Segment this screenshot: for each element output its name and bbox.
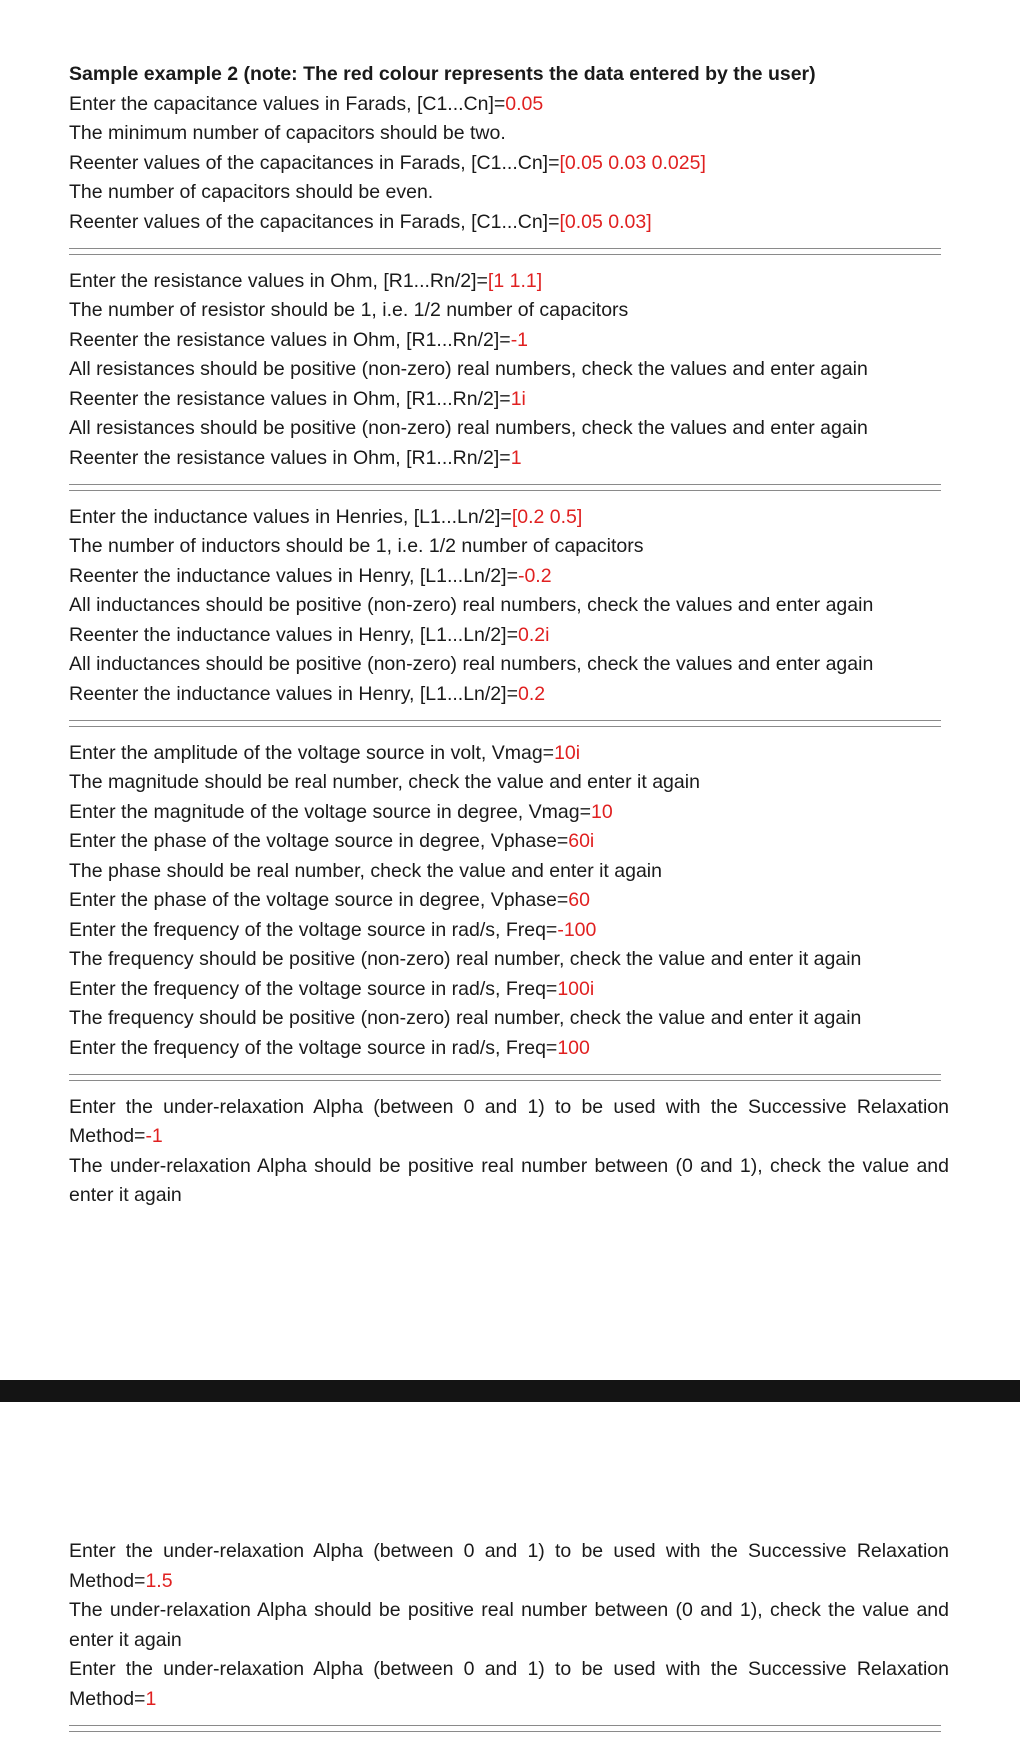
transcript-line <box>69 1004 949 1034</box>
prompt-text: The number of resistor should be 1, i.e. 1/2 number of capacitors <box>69 299 629 321</box>
transcript-line <box>69 444 949 474</box>
prompt-text: The phase should be real number, check the value and enter it again <box>69 859 662 882</box>
prompt-text: Enter the capacitance values in Farads, [C1...Cn]= <box>69 92 506 115</box>
transcript-bottom <box>69 1537 949 1744</box>
user-input-value: -1 <box>510 328 529 351</box>
user-input-value: 1i <box>510 387 526 410</box>
prompt-text: Reenter the inductance values in Henry, [L1...Ln/2]= <box>69 623 518 646</box>
user-input-value: -1 <box>145 1125 163 1147</box>
prompt-text: The under-relaxation Alpha should be positive real number between (0 and 1), check the value and enter it again <box>69 1599 949 1651</box>
transcript-line <box>69 149 949 179</box>
transcript-line <box>69 827 949 857</box>
prompt-text: Reenter the resistance values in Ohm, [R1...Rn/2]= <box>69 446 511 469</box>
transcript-line <box>69 857 949 887</box>
transcript-line <box>69 208 949 238</box>
user-input-value: 10i <box>554 741 581 764</box>
user-input-value: 1 <box>510 446 522 469</box>
transcript-top <box>69 60 949 1211</box>
separator-rule <box>69 1725 941 1732</box>
user-input-value: -100 <box>557 918 597 941</box>
separator-line <box>69 1063 949 1093</box>
transcript-line <box>69 562 949 592</box>
transcript-line <box>69 975 949 1005</box>
user-input-value: -0.2 <box>517 564 552 587</box>
separator-rule <box>69 720 941 727</box>
transcript-line <box>69 1537 949 1596</box>
prompt-text: Enter the frequency of the voltage source in rad/s, Freq= <box>69 977 558 1000</box>
prompt-text: Reenter the inductance values in Henry, [L1...Ln/2]= <box>69 682 518 705</box>
prompt-text: Enter the under-relaxation Alpha (between 0 and 1) to be used with the Successive Relaxation Method= <box>69 1540 949 1592</box>
transcript-line <box>69 650 949 680</box>
prompt-text: All resistances should be positive (non-zero) real numbers, check the values and enter again <box>69 358 868 380</box>
user-input-value: 100i <box>557 977 595 1000</box>
sample-heading <box>69 60 949 90</box>
transcript-line <box>69 621 949 651</box>
transcript-line <box>69 739 949 769</box>
separator-line <box>69 709 949 739</box>
prompt-text: Reenter values of the capacitances in Farads, [C1...Cn]= <box>69 210 560 233</box>
prompt-text: The number of capacitors should be even. <box>69 181 434 203</box>
transcript-line <box>69 178 949 208</box>
transcript-line <box>69 798 949 828</box>
transcript-line <box>69 267 949 297</box>
prompt-text: The minimum number of capacitors should be two. <box>69 122 506 144</box>
prompt-text: Reenter the resistance values in Ohm, [R1...Rn/2]= <box>69 387 511 410</box>
separator-rule <box>69 484 941 491</box>
transcript-line <box>69 503 949 533</box>
prompt-text: Enter the phase of the voltage source in degree, Vphase= <box>69 889 569 911</box>
user-input-value: 1.5 <box>145 1569 173 1592</box>
user-input-value: [0.05 0.03 0.025] <box>559 151 706 174</box>
user-input-value: 10 <box>590 800 613 823</box>
prompt-text: All inductances should be positive (non-zero) real numbers, check the values and enter again <box>69 653 874 675</box>
user-input-value: 1 <box>145 1687 157 1710</box>
prompt-text: Enter the under-relaxation Alpha (between 0 and 1) to be used with the Successive Relaxation Method= <box>69 1658 949 1710</box>
transcript-line <box>69 916 949 946</box>
user-input-value: 100 <box>557 1036 590 1059</box>
user-input-value: 0.2 <box>517 682 546 705</box>
prompt-text: The under-relaxation Alpha should be positive real number between (0 and 1), check the value and enter it again <box>69 1154 949 1206</box>
transcript-line <box>69 414 949 444</box>
transcript-line <box>69 886 949 916</box>
transcript-line <box>69 945 949 975</box>
prompt-text: Reenter values of the capacitances in Farads, [C1...Cn]= <box>69 151 560 174</box>
prompt-text: Reenter the resistance values in Ohm, [R1...Rn/2]= <box>69 328 511 351</box>
user-input-value: [0.05 0.03] <box>559 210 652 233</box>
prompt-text: The number of inductors should be 1, i.e. 1/2 number of capacitors <box>69 535 644 557</box>
prompt-text: Sample example 2 (note: The red colour represents the data entered by the user) <box>69 63 816 85</box>
transcript-line <box>69 119 949 149</box>
transcript-line <box>69 90 949 120</box>
transcript-line <box>69 591 949 621</box>
transcript-line <box>69 326 949 356</box>
separator-line <box>69 237 949 267</box>
transcript-line <box>69 532 949 562</box>
transcript-line <box>69 1655 949 1714</box>
page-divider-band <box>0 1380 1020 1402</box>
prompt-text: All inductances should be positive (non-zero) real numbers, check the values and enter again <box>69 594 874 616</box>
user-input-value: 60i <box>568 830 595 852</box>
transcript-line <box>69 1034 949 1064</box>
prompt-text: The frequency should be positive (non-zero) real number, check the value and enter it again <box>69 948 862 970</box>
transcript-line <box>69 355 949 385</box>
transcript-line <box>69 385 949 415</box>
prompt-text: Enter the phase of the voltage source in degree, Vphase= <box>69 830 569 852</box>
transcript-line <box>69 1152 949 1211</box>
prompt-text: The frequency should be positive (non-zero) real number, check the value and enter it again <box>69 1007 862 1029</box>
user-input-value: 0.2i <box>517 623 550 646</box>
separator-line <box>69 1714 949 1744</box>
user-input-value: 0.05 <box>505 92 544 115</box>
transcript-line <box>69 1596 949 1655</box>
prompt-text: All resistances should be positive (non-zero) real numbers, check the values and enter again <box>69 417 868 439</box>
prompt-text: Enter the under-relaxation Alpha (between 0 and 1) to be used with the Successive Relaxation Method= <box>69 1095 949 1147</box>
transcript-line <box>69 680 949 710</box>
user-input-value: 60 <box>568 889 590 911</box>
separator-rule <box>69 1074 941 1081</box>
prompt-text: Enter the frequency of the voltage source in rad/s, Freq= <box>69 918 558 941</box>
transcript-line <box>69 296 949 326</box>
separator-line <box>69 473 949 503</box>
user-input-value: [1 1.1] <box>487 269 543 292</box>
prompt-text: Reenter the inductance values in Henry, [L1...Ln/2]= <box>69 564 518 587</box>
separator-rule <box>69 248 941 255</box>
prompt-text: Enter the magnitude of the voltage source in degree, Vmag= <box>69 800 591 823</box>
prompt-text: Enter the resistance values in Ohm, [R1...Rn/2]= <box>69 269 488 292</box>
prompt-text: Enter the inductance values in Henries, [L1...Ln/2]= <box>69 505 512 528</box>
prompt-text: The magnitude should be real number, check the value and enter it again <box>69 771 700 793</box>
prompt-text: Enter the amplitude of the voltage source in volt, Vmag= <box>69 741 555 764</box>
transcript-line <box>69 768 949 798</box>
user-input-value: [0.2 0.5] <box>511 505 583 528</box>
transcript-line <box>69 1093 949 1152</box>
prompt-text: Enter the frequency of the voltage source in rad/s, Freq= <box>69 1036 558 1059</box>
